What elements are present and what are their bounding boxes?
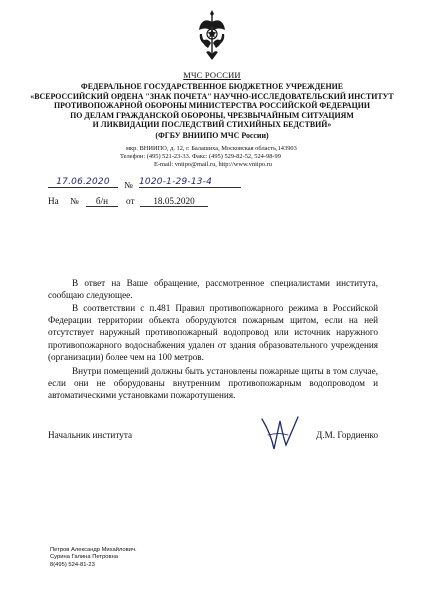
handwritten-signature xyxy=(258,415,308,451)
ministry-title: МЧС РОССИИ xyxy=(183,70,241,80)
org-line: ПО ДЕЛАМ ГРАЖДАНСКОЙ ОБОРОНЫ, ЧРЕЗВЫЧАЙНЫМ СИТУАЦИЯМ xyxy=(70,110,354,120)
organization-abbreviation: (ФГБУ ВНИИПО МЧС России) xyxy=(155,131,269,140)
number-label: № xyxy=(124,180,133,190)
outgoing-date: 17.06.2020 xyxy=(48,177,118,188)
paragraph-rule: В соответствии с п.481 Правил противопожарного режима в Российской Федерации территории объекта оборудуются пожарным щитом, если на ней отсутствует наружный противопожарный водопровод или источник наружного противопожарного водоснабжения удален от здания образовательного учреждения (организации) более чем на 100 метров. xyxy=(48,303,378,362)
contact-block xyxy=(120,145,420,169)
reference-date-label: от xyxy=(126,196,135,206)
org-line: «ВСЕРОССИЙСКИЙ ОРДЕНА "ЗНАК ПОЧЕТА" НАУЧНО-ИССЛЕДОВАТЕЛЬСКИЙ ИНСТИТУТ xyxy=(30,91,394,101)
executor-name: Сурина Галина Петровна xyxy=(50,554,119,561)
email-website: E-mail: vniipo@mail.ru, http://www.vniipo.ru xyxy=(154,161,273,168)
emchs-emblem-icon xyxy=(196,8,228,64)
org-line: ФЕДЕРАЛЬНОЕ ГОСУДАРСТВЕННОЕ БЮДЖЕТНОЕ УЧРЕЖДЕНИЕ xyxy=(80,82,344,91)
postal-address: мкр. ВНИИПО, д. 12, г. Балашиха, Московская область,143903 xyxy=(126,145,297,152)
reference-number-label: № xyxy=(70,196,79,206)
paragraph-intro: В ответ на Ваше обращение, рассмотренное специалистами института, сообщаю следующее. xyxy=(48,278,378,301)
phone-fax: Телефон: (495) 521-23-33. Факс: (495) 529-82-52, 524-98-99 xyxy=(120,153,281,160)
paragraph-indoor: Внутри помещений должны быть установлены пожарные щиты в том случае, если они не оборудованы внутренним противопожарным водопроводом и автоматическими установками пожаротушения. xyxy=(48,366,378,401)
reference-date: 18.05.2020 xyxy=(140,196,208,207)
signer-name: Д.М. Гордиенко xyxy=(316,430,379,440)
organization-name xyxy=(0,82,424,130)
outgoing-number: 1020-1-29-13-4 xyxy=(139,177,241,188)
signer-title: Начальник института xyxy=(48,430,133,440)
org-line: И ЛИКВИДАЦИИ ПОСЛЕДСТВИЙ СТИХИЙНЫХ БЕДСТВИЙ» xyxy=(92,120,332,130)
reference-prefix: На xyxy=(48,196,59,206)
org-line: ПРОТИВОПОЖАРНОЙ ОБОРОНЫ МИНИСТЕРСТВА РОССИЙСКОЙ ФЕДЕРАЦИИ xyxy=(53,101,371,111)
executor-block xyxy=(50,547,137,569)
reference-number: б/н xyxy=(86,196,118,207)
executor-name: Петров Александр Михайлович. xyxy=(50,547,137,553)
executor-phone: 8(495) 524-81-23 xyxy=(50,561,95,568)
